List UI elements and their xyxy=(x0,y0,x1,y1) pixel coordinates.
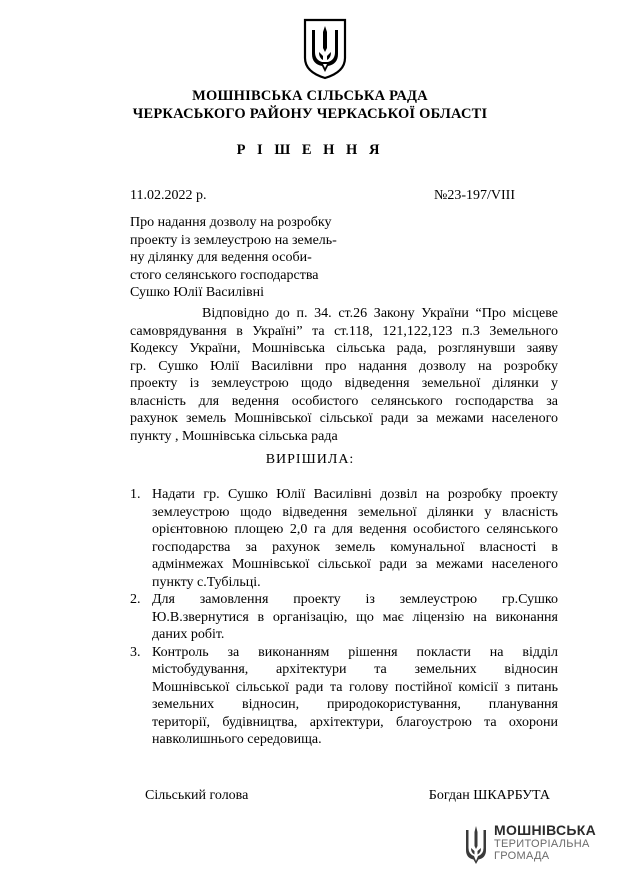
item-line: Контроль за виконанням рішення покласти на відділ xyxy=(152,644,558,660)
subject-line: ну ділянку для ведення особи- xyxy=(130,250,312,265)
item-line: орієнтовною площею 2,0 га для ведення особистого селянського xyxy=(152,522,558,537)
item-line: адмінмежах Мошнівської сільської ради за межами населеного xyxy=(152,557,558,572)
decision-items xyxy=(130,486,558,749)
logo-subtitle xyxy=(494,838,590,862)
item-line: Мошнівської сільської ради та голову постійної комісії з питань xyxy=(152,679,558,695)
logo-subtitle-line: ГРОМАДА xyxy=(494,850,550,862)
item-line: містобудування, архітектури та земельних відносин xyxy=(152,662,558,677)
coat-of-arms-icon xyxy=(302,18,348,80)
item-line: Надати гр. Сушко Юлії Василівні дозвіл на розробку проекту xyxy=(152,487,558,502)
item-line: пункту с.Тубільці. xyxy=(152,574,261,590)
item-number: 2. xyxy=(130,592,141,607)
council-name: МОШНІВСЬКА СІЛЬСЬКА РАДА xyxy=(192,88,428,104)
signatory-position: Сільський голова xyxy=(145,788,249,803)
preamble-line: гр. Сушко Юлії Василівни про надання дозволу на розробку xyxy=(130,358,558,374)
item-line: земельних відносин, природокористування, планування xyxy=(152,697,558,712)
preamble-line: проекту із землеустрою щодо відведення земельної ділянки у xyxy=(130,376,558,391)
item-line: Ю.В.звернутися в організацію, що має ліцензію на виконання xyxy=(152,609,558,625)
decision-subject xyxy=(130,214,370,302)
decision-date: 11.02.2022 р. xyxy=(130,188,207,203)
preamble-line: власність для ведення особистого селянського господарства за xyxy=(130,393,558,409)
item-line: господарства за рахунок земель комунальної власності в xyxy=(152,539,558,555)
item-line: даних робіт. xyxy=(152,627,225,642)
community-logo-icon xyxy=(464,824,488,866)
logo-subtitle-line: ТЕРИТОРІАЛЬНА xyxy=(494,838,590,850)
subject-line: проекту із землеустрою на земель- xyxy=(130,232,337,248)
document-title: Р І Ш Е Н Н Я xyxy=(236,142,384,158)
decided-heading: ВИРІШИЛА: xyxy=(265,452,355,467)
item-line: землеустрою щодо відведення земельної ділянки у власність xyxy=(152,504,558,520)
subject-line: стого селянського господарства xyxy=(130,267,319,283)
item-number: 3. xyxy=(130,644,141,660)
preamble-line: самоврядування в Україні” та ст.118, 121,122,123 п.3 Земельного xyxy=(130,323,558,339)
item-line: Для замовлення проекту із землеустрою гр.Сушко xyxy=(152,592,558,607)
item-number: 1. xyxy=(130,487,141,502)
signatory-name: Богдан ШКАРБУТА xyxy=(428,788,550,803)
subject-line: Сушко Юлії Василівні xyxy=(130,285,264,300)
item-line: навколишнього середовища. xyxy=(152,732,322,747)
preamble xyxy=(130,305,558,445)
list-item xyxy=(130,591,558,644)
preamble-line: пункту , Мошнівська сільська рада xyxy=(130,428,338,444)
preamble-line: Кодексу України, Мошнівська сільська рада, розглянувши заяву xyxy=(130,341,558,356)
preamble-line: рахунок земель Мошнівської сільської ради за межами населеного xyxy=(130,411,558,426)
list-item xyxy=(130,486,558,591)
decision-number: №23-197/VIII xyxy=(433,188,515,203)
list-item xyxy=(130,644,558,749)
logo-title: МОШНІВСЬКА xyxy=(494,822,597,838)
council-region: ЧЕРКАСЬКОГО РАЙОНУ ЧЕРКАСЬКОЇ ОБЛАСТІ xyxy=(132,106,488,122)
preamble-line: Відповідно до п. 34. ст.26 Закону України “Про місцеве xyxy=(202,306,558,321)
item-line: території, будівництва, архітектури, благоустрою та охорони xyxy=(152,714,558,730)
subject-line: Про надання дозволу на розробку xyxy=(130,215,332,230)
